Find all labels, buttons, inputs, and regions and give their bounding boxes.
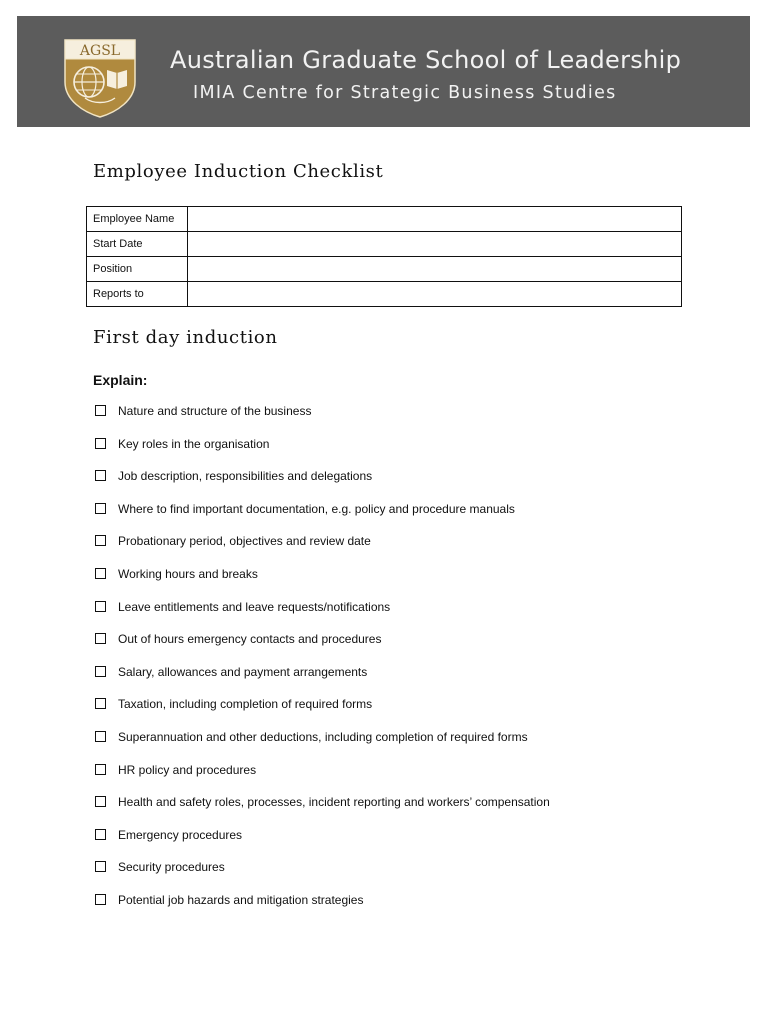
start-date-label: Start Date xyxy=(87,232,188,257)
checklist-item xyxy=(95,729,550,762)
checklist-item xyxy=(95,599,550,632)
school-name: Australian Graduate School of Leadership xyxy=(170,46,682,74)
checklist-item xyxy=(95,827,550,860)
checklist-item xyxy=(95,631,550,664)
checklist-item xyxy=(95,501,550,534)
checklist-item-label: Where to find important documentation, e.g. policy and procedure manuals xyxy=(118,501,515,516)
checkbox[interactable] xyxy=(95,438,106,449)
checklist-item xyxy=(95,403,550,436)
checklist-item-label: Superannuation and other deductions, including completion of required forms xyxy=(118,729,528,744)
agsl-crest-logo xyxy=(63,38,137,118)
start-date-field[interactable] xyxy=(188,232,682,257)
position-field[interactable] xyxy=(188,257,682,282)
checklist-item-label: Security procedures xyxy=(118,860,225,875)
checkbox[interactable] xyxy=(95,470,106,481)
checklist-item xyxy=(95,696,550,729)
checklist-item-label: Taxation, including completion of required forms xyxy=(118,697,373,712)
checklist-item-label: Out of hours emergency contacts and procedures xyxy=(118,632,382,647)
employee-details-table xyxy=(86,206,682,307)
checklist-item xyxy=(95,859,550,892)
table-row xyxy=(87,257,682,282)
checklist-item xyxy=(95,892,550,925)
checklist-item-label: HR policy and procedures xyxy=(118,762,257,777)
checkbox[interactable] xyxy=(95,861,106,872)
checkbox[interactable] xyxy=(95,764,106,775)
checklist-item xyxy=(95,762,550,795)
checklist-item-label: Nature and structure of the business xyxy=(118,404,312,418)
checklist-item-label: Emergency procedures xyxy=(118,827,243,842)
checkbox[interactable] xyxy=(95,731,106,742)
checkbox[interactable] xyxy=(95,535,106,546)
checklist-item xyxy=(95,468,550,501)
checkbox[interactable] xyxy=(95,666,106,677)
checkbox[interactable] xyxy=(95,796,106,807)
explain-label: Explain: xyxy=(93,372,148,388)
document-title: Employee Induction Checklist xyxy=(93,161,384,182)
table-row xyxy=(87,232,682,257)
induction-checklist xyxy=(95,403,550,925)
checklist-item-label: Salary, allowances and payment arrangements xyxy=(118,664,368,679)
header-banner xyxy=(17,16,750,127)
checkbox[interactable] xyxy=(95,601,106,612)
checkbox[interactable] xyxy=(95,698,106,709)
checklist-item xyxy=(95,794,550,827)
checklist-item xyxy=(95,533,550,566)
checklist-item xyxy=(95,664,550,697)
checkbox[interactable] xyxy=(95,633,106,644)
table-row xyxy=(87,207,682,232)
employee-name-label: Employee Name xyxy=(87,207,188,232)
checklist-item xyxy=(95,436,550,469)
section-title: First day induction xyxy=(93,327,278,348)
table-row xyxy=(87,282,682,307)
checklist-item-label: Potential job hazards and mitigation strategies xyxy=(118,892,364,907)
centre-name: IMIA Centre for Strategic Business Studies xyxy=(193,83,617,103)
checkbox[interactable] xyxy=(95,503,106,514)
checklist-item-label: Leave entitlements and leave requests/notifications xyxy=(118,599,391,614)
checkbox[interactable] xyxy=(95,405,106,416)
position-label: Position xyxy=(87,257,188,282)
checklist-item xyxy=(95,566,550,599)
checkbox[interactable] xyxy=(95,829,106,840)
reports-to-label: Reports to xyxy=(87,282,188,307)
checklist-item-label: Probationary period, objectives and review date xyxy=(118,534,371,549)
checkbox[interactable] xyxy=(95,894,106,905)
checklist-item-label: Working hours and breaks xyxy=(118,566,258,581)
checklist-item-label: Health and safety roles, processes, incident reporting and workers’ compensation xyxy=(118,795,550,810)
logo-text: AGSL xyxy=(79,43,121,59)
checkbox[interactable] xyxy=(95,568,106,579)
checklist-item-label: Key roles in the organisation xyxy=(118,436,270,451)
employee-name-field[interactable] xyxy=(188,207,682,232)
checklist-item-label: Job description, responsibilities and delegations xyxy=(118,469,373,484)
reports-to-field[interactable] xyxy=(188,282,682,307)
